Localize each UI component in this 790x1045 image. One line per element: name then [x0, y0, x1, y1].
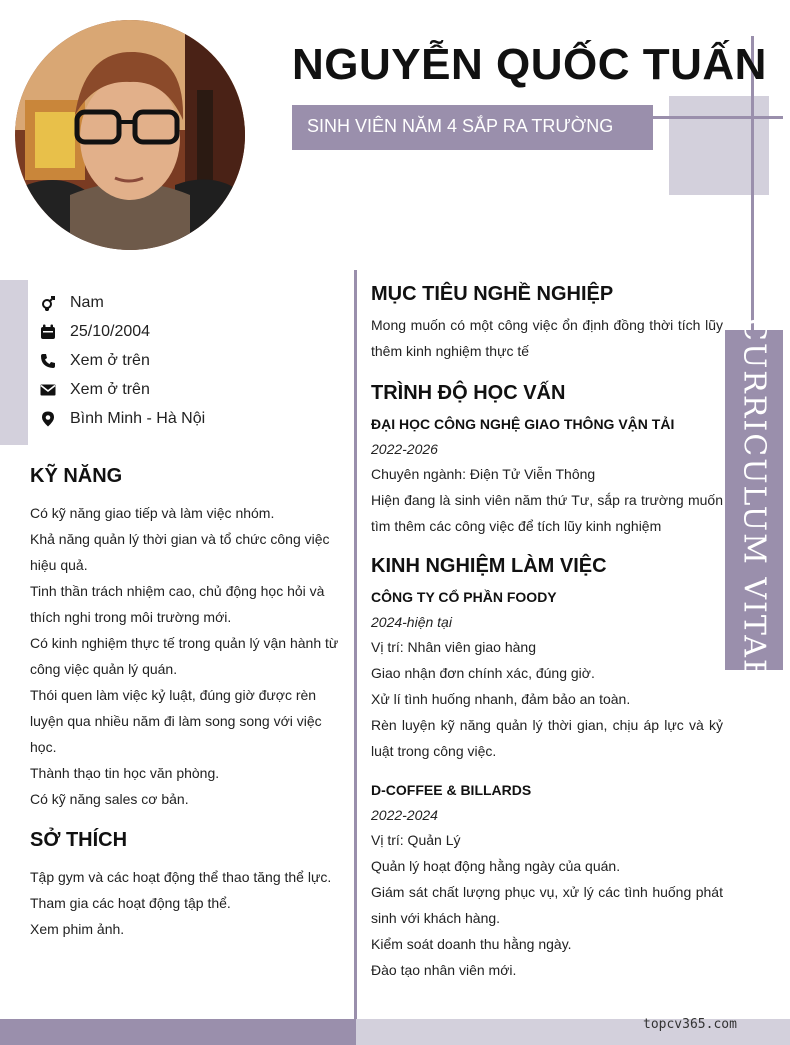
education-heading: TRÌNH ĐỘ HỌC VẤN [371, 382, 566, 404]
candidate-name: NGUYỄN QUỐC TUẤN [292, 40, 767, 89]
column-divider [354, 270, 357, 1020]
job-duty: Đào tạo nhân viên mới. [371, 962, 517, 978]
skills-heading: KỸ NĂNG [30, 465, 123, 487]
hobbies-section [30, 829, 340, 942]
phone-icon [40, 353, 70, 369]
hobby-item: Xem phim ảnh. [30, 921, 125, 937]
objective-heading: MỤC TIÊU NGHỀ NGHIỆP [371, 283, 614, 305]
contact-address-text: Bình Minh - Hà Nội [70, 409, 206, 427]
hobby-item: Tham gia các hoạt động tập thể. [30, 895, 231, 911]
contact-gender-text: Nam [70, 293, 104, 311]
contact-list [40, 288, 205, 433]
hobbies-heading: SỞ THÍCH [30, 829, 128, 851]
contact-birthday-text: 25/10/2004 [70, 322, 151, 340]
education-period: 2022-2026 [371, 441, 438, 457]
decorative-horizontal-line [653, 116, 783, 119]
skill-item: Có kỹ năng sales cơ bản. [30, 791, 189, 807]
job-entry [371, 777, 723, 983]
contact-birthday [40, 317, 205, 346]
skill-item: Khả năng quản lý thời gian và tổ chức công việc hiệu quả. [30, 531, 330, 573]
contact-phone-text: Xem ở trên [70, 351, 150, 369]
contact-gender [40, 288, 205, 317]
footer-website: topcv365.com [643, 1017, 737, 1032]
experience-heading: KINH NGHIỆM LÀM VIỆC [371, 555, 607, 577]
decorative-square [669, 96, 769, 195]
job-period: 2022-2024 [371, 807, 438, 823]
education-section [371, 382, 723, 539]
skill-item: Thành thạo tin học văn phòng. [30, 765, 220, 781]
contact-address [40, 404, 205, 433]
objective-text: Mong muốn có một công việc ổn định đồng thời tích lũy thêm kinh nghiệm thực tế [371, 317, 723, 359]
skill-item: Thói quen làm việc kỷ luật, đúng giờ được rèn luyện qua nhiều năm đi làm song song với việc học. [30, 687, 322, 755]
job-entry [371, 584, 723, 764]
gender-icon [40, 295, 70, 311]
footer-bar-left [0, 1019, 356, 1045]
school-name: ĐẠI HỌC CÔNG NGHỆ GIAO THÔNG VẬN TẢI [371, 416, 675, 432]
job-role: Vị trí: Quản Lý [371, 832, 461, 848]
job-company: CÔNG TY CỔ PHẦN FOODY [371, 589, 557, 605]
email-icon [40, 382, 70, 398]
job-duty: Giám sát chất lượng phục vụ, xử lý các tình huống phát sinh với khách hàng. [371, 884, 723, 926]
skills-section [30, 465, 340, 812]
job-title-banner [292, 105, 653, 150]
contact-email-text: Xem ở trên [70, 380, 150, 398]
job-company: D-COFFEE & BILLARDS [371, 782, 532, 798]
contact-phone [40, 346, 205, 375]
job-duty: Xử lí tình huống nhanh, đảm bảo an toàn. [371, 691, 631, 707]
education-description: Hiện đang là sinh viên năm thứ Tư, sắp ra trường muốn tìm thêm các công việc để tích lũy kinh nghiệm [371, 492, 723, 534]
skill-item: Có kỹ năng giao tiếp và làm việc nhóm. [30, 505, 275, 521]
cv-banner-text-wrap [725, 317, 783, 683]
profile-photo [15, 20, 245, 250]
job-duty: Rèn luyện kỹ năng quản lý thời gian, chịu áp lực và kỷ luật trong công việc. [371, 717, 723, 759]
cv-banner-text: CURRICULUM VITAE [736, 317, 772, 683]
job-duty: Giao nhận đơn chính xác, đúng giờ. [371, 665, 595, 681]
job-duty: Kiểm soát doanh thu hằng ngày. [371, 936, 572, 952]
contact-email [40, 375, 205, 404]
skill-item: Có kinh nghiệm thực tế trong quản lý vận hành từ công việc quản lý quán. [30, 635, 339, 677]
calendar-icon [40, 324, 70, 340]
objective-section [371, 283, 723, 364]
job-role: Vị trí: Nhân viên giao hàng [371, 639, 536, 655]
hobby-item: Tập gym và các hoạt động thể thao tăng thể lực. [30, 869, 332, 885]
skill-item: Tinh thần trách nhiệm cao, chủ động học hỏi và thích nghi trong môi trường mới. [30, 583, 325, 625]
job-title: SINH VIÊN NĂM 4 SẮP RA TRƯỜNG [307, 116, 614, 136]
experience-section [371, 555, 723, 983]
location-pin-icon [40, 411, 70, 427]
job-duty: Quản lý hoạt động hằng ngày của quán. [371, 858, 621, 874]
contact-accent-bar [0, 280, 28, 445]
education-major: Chuyên ngành: Điện Tử Viễn Thông [371, 466, 596, 482]
job-period: 2024-hiện tại [371, 614, 452, 630]
